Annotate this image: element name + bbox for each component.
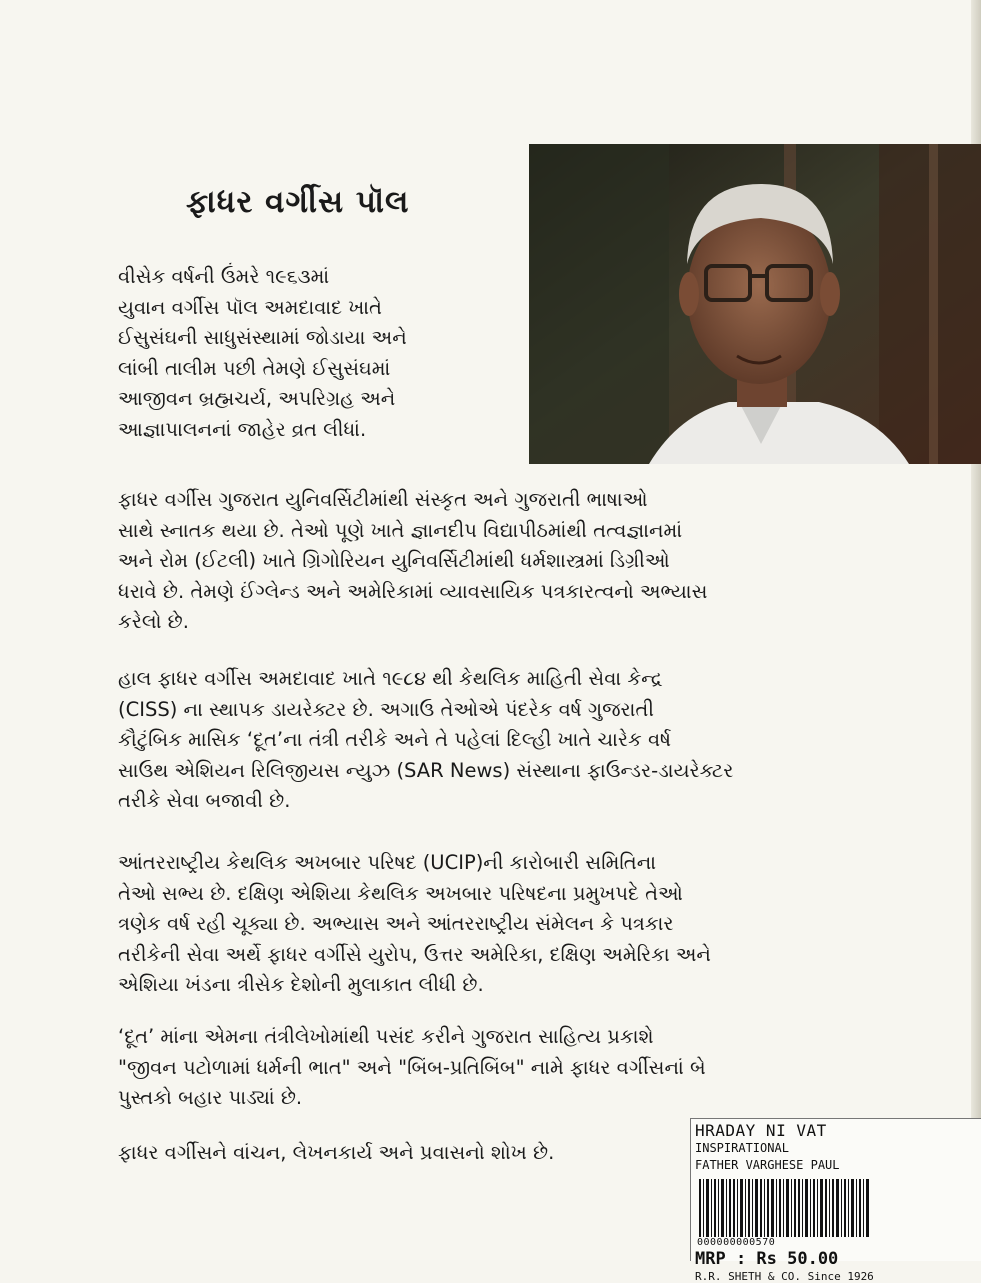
paragraph-1 bbox=[118, 262, 407, 446]
price-barcode-sticker bbox=[690, 1118, 981, 1283]
text-line: તેઓ સભ્ય છે. દક્ષિણ એશિયા કેથલિક અખબાર પરિષદના પ્રમુખપદે તેઓ bbox=[118, 881, 683, 905]
text-line: એશિયા ખંડના ત્રીસેક દેશોની મુલાકાત લીધી છે. bbox=[118, 973, 484, 997]
text-line: પુસ્તકો બહાર પાડ્યાં છે. bbox=[118, 1086, 303, 1110]
sticker-author: FATHER VARGHESE PAUL bbox=[695, 1158, 840, 1172]
text-line: તરીકે સેવા બજાવી છે. bbox=[118, 789, 291, 813]
author-portrait-photo bbox=[529, 144, 981, 464]
text-line: આંતરરાષ્ટ્રીય કેથલિક અખબાર પરિષદ (UCIP)ની કારોબારી સમિતિના bbox=[118, 851, 657, 874]
text-line: વીસેક વર્ષની ઉંમરે ૧૯૬૩માં bbox=[118, 265, 330, 288]
text-line: સાથે સ્નાતક થયા છે. તેઓ પૂણે ખાતે જ્ઞાનદીપ વિદ્યાપીઠમાંથી તત્વજ્ઞાનમાં bbox=[118, 518, 683, 542]
text-line: આજ્ઞાપાલનનાં જાહેર વ્રત લીધાં. bbox=[118, 417, 367, 441]
text-line: આજીવન બ્રહ્મચર્ય, અપરિગ્રહ અને bbox=[118, 387, 396, 411]
text-line: તરીકેની સેવા અર્થે ફાધર વર્ગીસે યુરોપ, ઉત્તર અમેરિકા, દક્ષિણ અમેરિકા અને bbox=[118, 942, 711, 966]
text-line: હાલ ફાધર વર્ગીસ અમદાવાદ ખાતે ૧૯૮૪ થી કેથલિક માહિતી સેવા કેન્દ્ર bbox=[118, 667, 663, 690]
paragraph-6 bbox=[118, 1138, 554, 1169]
paragraph-2 bbox=[118, 485, 707, 638]
text-line: "જીવન પટોળામાં ધર્મની ભાત" અને "બિંબ-પ્રતિબિંબ" નામે ફાધર વર્ગીસનાં બે bbox=[118, 1055, 706, 1079]
author-name-heading: ફાધર વર્ગીસ પૉલ bbox=[186, 184, 410, 220]
text-line: ‘દૂત’ માંના એમના તંત્રીલેખોમાંથી પસંદ કરીને ગુજરાત સાહિત્ય પ્રકાશે bbox=[118, 1025, 654, 1048]
text-line: (CISS) ના સ્થાપક ડાયરેક્ટર છે. અગાઉ તેઓએ પંદરેક વર્ષ ગુજરાતી bbox=[118, 697, 654, 721]
paragraph-5 bbox=[118, 1022, 706, 1114]
text-line: કૌટુંબિક માસિક ‘દૂત’ના તંત્રી તરીકે અને તે પહેલાં દિલ્હી ખાતે ચારેક વર્ષ bbox=[118, 728, 672, 752]
paragraph-3 bbox=[118, 664, 733, 817]
text-line: ફાધર વર્ગીસને વાંચન, લેખનકાર્ય અને પ્રવાસનો શોખ છે. bbox=[118, 1141, 555, 1164]
text-line: યુવાન વર્ગીસ પૉલ અમદાવાદ ખાતે bbox=[118, 295, 382, 319]
text-line: ફાધર વર્ગીસ ગુજરાત યુનિવર્સિટીમાંથી સંસ્કૃત અને ગુજરાતી ભાષાઓ bbox=[118, 488, 648, 511]
sticker-book-title: HRADAY NI VAT bbox=[695, 1121, 827, 1140]
barcode-number: 000000000570 bbox=[697, 1237, 776, 1248]
publisher-line: R.R. SHETH & CO. Since 1926 bbox=[695, 1270, 874, 1283]
sticker-category: INSPIRATIONAL bbox=[695, 1141, 789, 1155]
text-line: સાઉથ એશિયન રિલિજીયસ ન્યુઝ (SAR News) સંસ્થાના ફાઉન્ડર-ડાયરેક્ટર bbox=[118, 758, 734, 782]
text-line: ધરાવે છે. તેમણે ઈંગ્લેન્ડ અને અમેરિકામાં વ્યાવસાયિક પત્રકારત્વનો અભ્યાસ bbox=[118, 579, 708, 603]
text-line: ત્રણેક વર્ષ રહી ચૂક્યા છે. અભ્યાસ અને આંતરરાષ્ટ્રીય સંમેલન કે પત્રકાર bbox=[118, 912, 674, 936]
text-line: લાંબી તાલીમ પછી તેમણે ઈસુસંઘમાં bbox=[118, 356, 391, 380]
text-line: ઈસુસંઘની સાધુસંસ્થામાં જોડાયા અને bbox=[118, 326, 407, 350]
paragraph-4 bbox=[118, 848, 711, 1001]
text-line: અને રોમ (ઈટલી) ખાતે ગ્રિગોરિયન યુનિવર્સિટીમાંથી ધર્મશાસ્ત્રમાં ડિગ્રીઓ bbox=[118, 549, 670, 573]
mrp-price: MRP : Rs 50.00 bbox=[695, 1249, 839, 1269]
barcode bbox=[697, 1179, 871, 1237]
text-line: કરેલો છે. bbox=[118, 610, 189, 634]
